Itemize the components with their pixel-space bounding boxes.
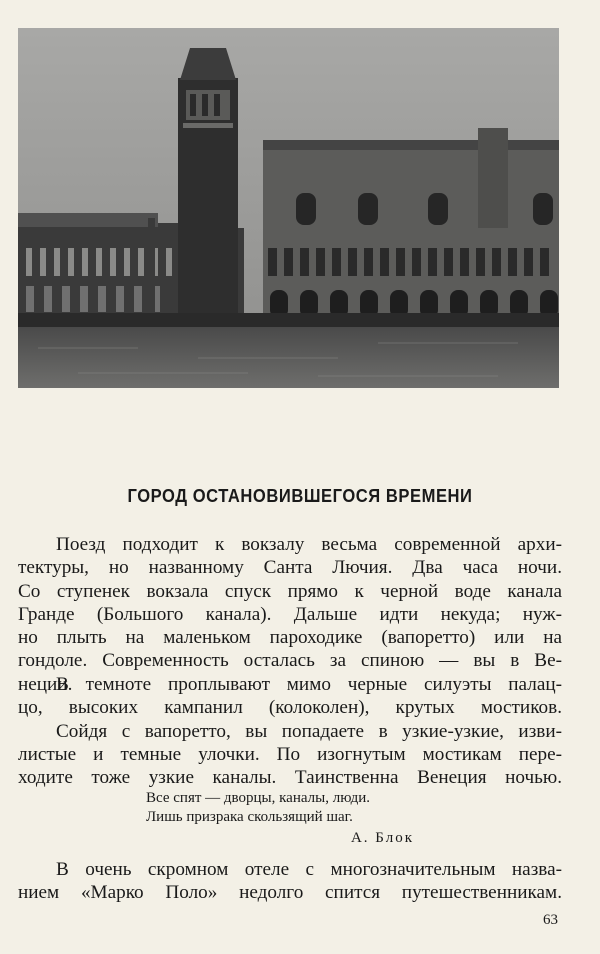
paragraph-2 xyxy=(18,673,562,789)
paragraph-3 xyxy=(18,858,562,905)
page-number: 63 xyxy=(543,912,558,928)
text-line: но плыть на маленьком пароходике (вапоретто) или на xyxy=(18,627,562,649)
poem-quote xyxy=(146,789,414,848)
quote-line-1: Все спят — дворцы, каналы, люди. xyxy=(146,790,371,806)
text-line: Поезд подходит к вокзалу весьма современной архи- xyxy=(56,534,562,555)
text-line: листые и темные улочки. По изогнутым мостикам пере- xyxy=(18,743,562,765)
text-line: тектуры, но названному Санта Лючия. Два часа ночи. xyxy=(18,557,562,579)
text-line: ходите тоже узкие каналы. Таинственна Венеция ночью. xyxy=(18,767,562,789)
chapter-heading: ГОРОД ОСТАНОВИВШЕГОСЯ ВРЕМЕНИ xyxy=(127,486,473,506)
text-line: неции. xyxy=(18,673,73,695)
text-line: В очень скромном отеле с многозначительным назва- xyxy=(56,859,562,880)
text-line: Гранде (Большого канала). Дальше идти некуда; нуж- xyxy=(18,603,562,625)
text-line: Сойдя с вапоретто, вы попадаете в узкие-узкие, изви- xyxy=(56,720,562,742)
text-line: гондоле. Современность осталась за спиною — вы в Ве- xyxy=(18,650,562,672)
quote-line-2: Лишь призрака скользящий шаг. xyxy=(146,809,353,825)
text-line: цо, высоких кампанил (колоколен), крутых мостиков. xyxy=(18,697,562,719)
text-line: нием «Марко Поло» недолго спится путешественникам. xyxy=(18,882,562,904)
text-line: В темноте проплывают мимо черные силуэты палац- xyxy=(56,674,562,695)
paragraph-1 xyxy=(18,533,562,696)
text-line: Со ступенек вокзала спуск прямо к черной воде канала xyxy=(18,580,562,602)
venice-photo xyxy=(18,28,559,388)
quote-author: А. Блок xyxy=(350,830,414,846)
